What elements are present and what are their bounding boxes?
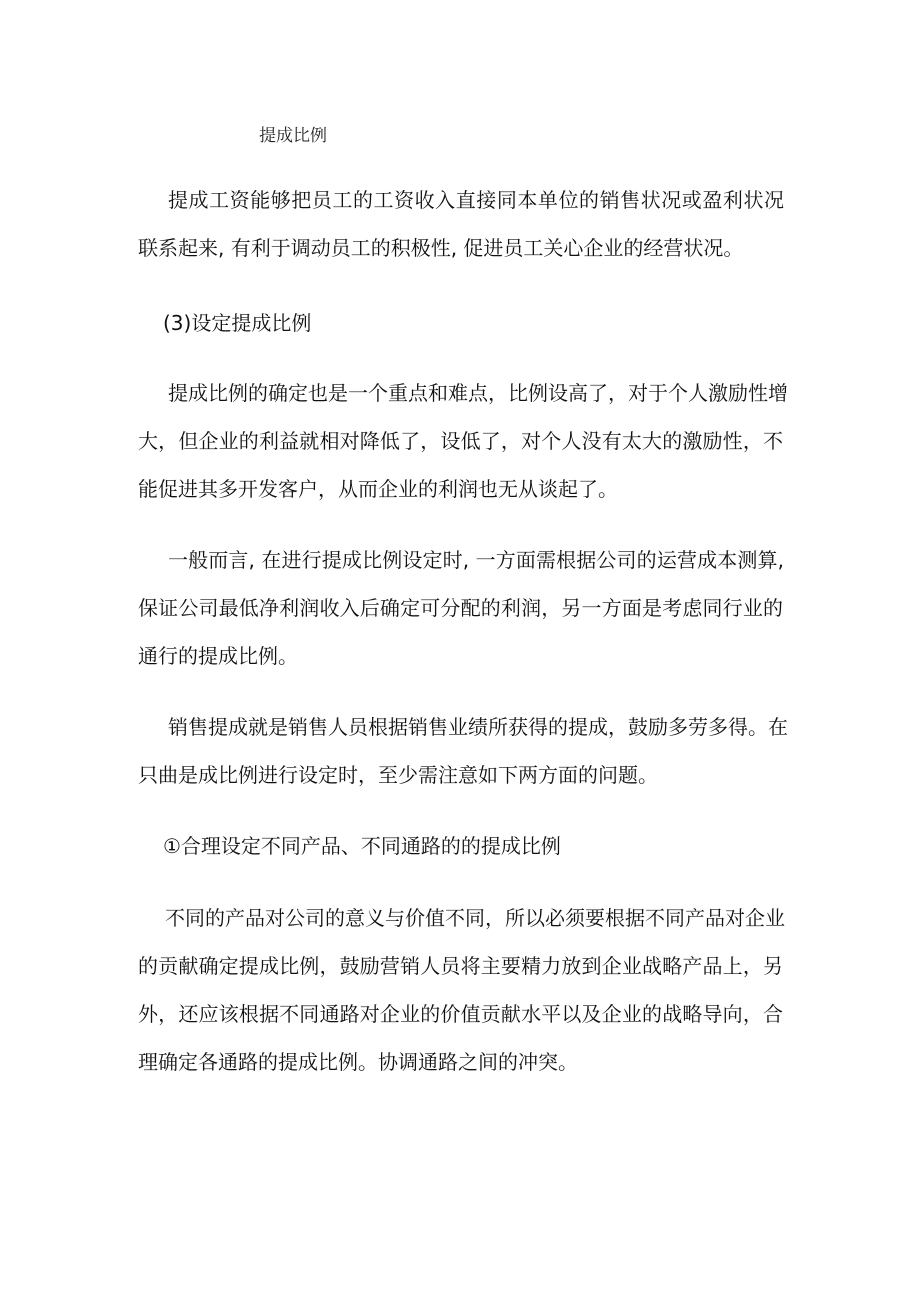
paragraph-3-line-1: 一般而言, 在进行提成比例设定时, 一方面需根据公司的运营成本测算, bbox=[168, 548, 784, 572]
paragraph-2-line-2: 大，但企业的利益就相对降低了，设低了，对个人没有太大的激励性，不 bbox=[138, 429, 783, 453]
paragraph-5-line-3: 外，还应该根据不同通路对企业的价值贡献水平以及企业的战略导向，合 bbox=[138, 1002, 783, 1026]
section-3-title: (3)设定提成比例 bbox=[163, 311, 312, 335]
paragraph-3-line-2: 保证公司最低净利润收入后确定可分配的利润，另一方面是考虑同行业的 bbox=[138, 596, 783, 620]
paragraph-1-line-1: 提成工资能够把员工的工资收入直接同本单位的销售状况或盈利状况 bbox=[168, 188, 784, 212]
paragraph-4-line-1: 销售提成就是销售人员根据销售业绩所获得的提成，鼓励多劳多得。在 bbox=[168, 715, 788, 739]
paragraph-3-line-3: 通行的提成比例。 bbox=[138, 644, 298, 668]
section-heading: 提成比例 bbox=[259, 126, 327, 146]
paragraph-4-line-2: 只曲是成比例进行设定时，至少需注意如下两方面的问题。 bbox=[138, 763, 658, 787]
item-1-title: ①合理设定不同产品、不同通路的的提成比例 bbox=[163, 834, 561, 858]
paragraph-5-line-4: 理确定各通路的提成比例。协调通路之间的冲突。 bbox=[138, 1050, 578, 1074]
paragraph-2-line-1: 提成比例的确定也是一个重点和难点，比例设高了，对于个人激励性增 bbox=[168, 381, 788, 405]
paragraph-5-line-1: 不同的产品对公司的意义与价值不同，所以必须要根据不同产品对企业 bbox=[165, 906, 785, 930]
paragraph-2-line-3: 能促进其多开发客户，从而企业的利润也无从谈起了。 bbox=[138, 477, 618, 501]
paragraph-1-line-2: 联系起来, 有利于调动员工的积极性, 促进员工关心企业的经营状况。 bbox=[138, 236, 744, 260]
paragraph-5-line-2: 的贡献确定提成比例，鼓励营销人员将主要精力放到企业战略产品上，另 bbox=[138, 954, 783, 978]
